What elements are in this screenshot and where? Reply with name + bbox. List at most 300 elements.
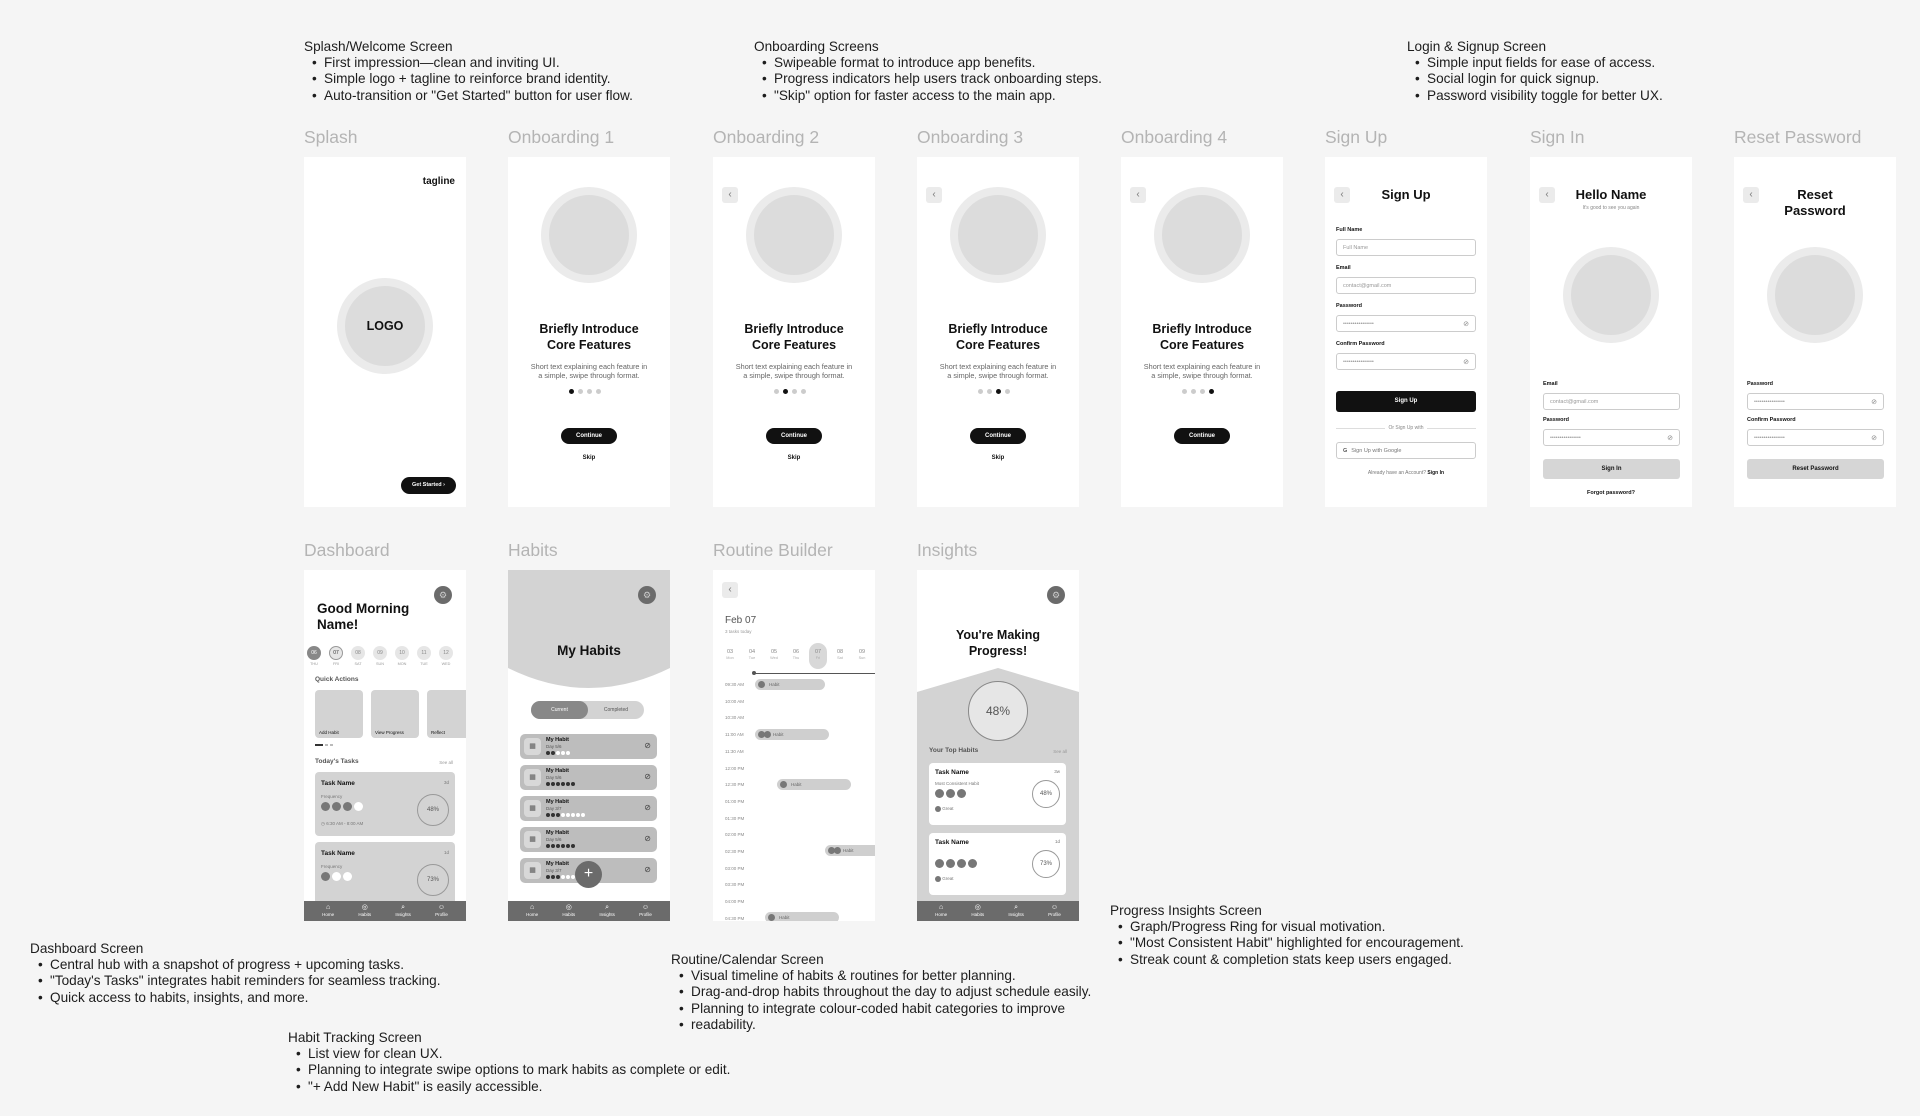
day-name: Fri	[815, 656, 821, 660]
day-chip[interactable]	[787, 643, 805, 669]
progress-dot	[987, 389, 992, 394]
habit-progress	[546, 844, 575, 848]
illustration-placeholder	[541, 187, 637, 283]
habit-progress-dot	[551, 844, 555, 848]
day-number: 03	[726, 649, 734, 655]
password-field[interactable]	[1747, 393, 1884, 410]
current-time-line	[753, 673, 875, 674]
day-chip[interactable]	[809, 643, 827, 669]
onboarding-description: Short text explaining each feature in a simple, swipe through format.	[735, 362, 853, 380]
calendar-icon: ▦	[524, 831, 541, 848]
confirm-password-label: Confirm Password	[1336, 341, 1385, 347]
note-dashboard	[30, 941, 441, 1006]
eye-off-icon[interactable]: ⊘	[1463, 321, 1469, 328]
habit-icon	[764, 731, 771, 738]
progress-dot	[1200, 389, 1205, 394]
back-arrow-icon[interactable]: ‹	[1539, 187, 1555, 203]
onboarding-1-screen	[508, 157, 670, 507]
top-habit-card[interactable]	[929, 763, 1066, 825]
note-item: • Progress indicators help users track onboarding steps.	[754, 71, 1102, 87]
skip-link[interactable]: Skip	[787, 455, 801, 461]
quick-action-label: View Progress	[375, 730, 404, 735]
habit-icon	[758, 681, 765, 688]
tab-insights[interactable]: ⌕ Insights	[395, 904, 411, 917]
eye-off-icon[interactable]: ⊘	[1871, 399, 1877, 406]
day-number: 06	[792, 649, 800, 655]
progress-dot	[596, 389, 601, 394]
password-value: ••••••••••••••••	[1343, 359, 1374, 365]
skip-link[interactable]: Skip	[991, 455, 1005, 461]
password-label: Password	[1747, 381, 1773, 387]
frame-label-sign-in: Sign In	[1530, 127, 1585, 147]
bottom-tab-bar	[508, 901, 670, 921]
onboarding-title: Briefly Introduce Core Features	[744, 322, 844, 352]
confirm-password-field[interactable]	[1336, 353, 1476, 370]
date-day: MON	[397, 662, 407, 666]
week-strip	[721, 643, 875, 669]
frame-label-onboarding-2: Onboarding 2	[713, 127, 820, 147]
overall-progress-ring: 48%	[968, 681, 1028, 741]
task-card[interactable]	[315, 842, 455, 906]
note-item: • "Most Consistent Habit" highlighted for encouragement.	[1110, 935, 1464, 951]
time-label: 09:30 AM	[725, 682, 745, 687]
habit-icon	[768, 914, 775, 921]
sign-in-button[interactable]: Sign In	[1543, 459, 1680, 479]
habit-progress-dot	[566, 751, 570, 755]
settings-icon[interactable]: ⚙	[434, 586, 452, 604]
note-item: • Planning to integrate colour-coded habit categories to improve	[671, 1001, 1091, 1017]
habit-progress-dot	[561, 782, 565, 786]
check-circle-icon[interactable]: ⊘	[644, 803, 651, 812]
habit-name: Task Name	[935, 769, 969, 776]
habit-progress	[546, 813, 585, 817]
carousel-indicator	[315, 744, 335, 746]
progress-ring: 48%	[417, 794, 449, 826]
habit-day: Day 3/7	[546, 806, 562, 811]
reflect-button[interactable]	[427, 690, 466, 738]
eye-off-icon[interactable]: ⊘	[1463, 359, 1469, 366]
habit-progress-dot	[561, 751, 565, 755]
top-habits-heading: Your Top Habits	[929, 747, 979, 754]
illustration-placeholder	[746, 187, 842, 283]
frame-label-splash: Splash	[304, 127, 358, 147]
task-frequency: Frequency	[321, 864, 343, 869]
onboarding-2-screen	[713, 157, 875, 507]
time-label: 01:00 PM	[725, 798, 745, 804]
view-progress-button[interactable]	[371, 690, 419, 738]
bottom-tab-bar	[304, 901, 466, 921]
habit-day: Day 5/6	[546, 837, 562, 842]
status-badge: Great	[935, 806, 954, 812]
back-arrow-icon[interactable]: ‹	[722, 582, 738, 598]
subtitle: It's good to see you again	[1582, 205, 1640, 211]
back-arrow-icon[interactable]: ‹	[1334, 187, 1350, 203]
date-chip[interactable]	[437, 646, 455, 666]
habit-progress-dot	[551, 875, 555, 879]
frequency-dots	[321, 872, 352, 881]
note-item: • Social login for quick signup.	[1407, 71, 1663, 87]
frame-label-routine-builder: Routine Builder	[713, 540, 833, 560]
task-time: ◷ 6:30 AM - 8:00 AM	[321, 821, 364, 826]
habit-icon	[780, 781, 787, 788]
continue-button[interactable]: Continue	[766, 428, 822, 444]
date-chip[interactable]	[393, 646, 411, 666]
profile-icon: ☺	[1050, 904, 1059, 911]
progress-dot	[996, 389, 1001, 394]
date-day: FRI	[332, 662, 340, 666]
habit-row[interactable]	[520, 734, 657, 759]
get-started-button[interactable]	[401, 477, 456, 494]
current-time-dot	[752, 671, 756, 675]
note-item: • Visual timeline of habits & routines for better planning.	[671, 968, 1091, 984]
note-title: Habit Tracking Screen	[288, 1030, 422, 1045]
frame-label-onboarding-1: Onboarding 1	[508, 127, 615, 147]
note-routine	[671, 952, 1091, 1033]
progress-dots	[569, 389, 601, 394]
calendar-icon: ▦	[524, 800, 541, 817]
add-habit-button[interactable]: +	[575, 861, 602, 888]
reset-password-button[interactable]: Reset Password	[1747, 459, 1884, 479]
habit-block[interactable]: Habit	[765, 912, 839, 921]
onboarding-title: Briefly Introduce Core Features	[539, 322, 639, 352]
skip-link[interactable]: Skip	[582, 455, 596, 461]
day-name: Sun	[858, 656, 866, 660]
progress-dot	[783, 389, 788, 394]
time-label: 11:30 AM	[725, 748, 744, 754]
habit-progress-dot	[566, 782, 570, 786]
note-title: Splash/Welcome Screen	[304, 39, 453, 54]
progress-dot	[774, 389, 779, 394]
time-label: 02:00 PM	[725, 832, 745, 838]
note-item: • Simple logo + tagline to reinforce brand identity.	[304, 71, 633, 87]
add-habit-button[interactable]	[315, 690, 363, 738]
calendar-icon: ▦	[524, 738, 541, 755]
full-name-label: Full Name	[1336, 227, 1363, 233]
date-day: WED	[441, 662, 451, 666]
habit-progress-dot	[571, 813, 575, 817]
google-label: Sign Up with Google	[1351, 448, 1402, 454]
habit-block[interactable]: Habit	[755, 729, 829, 740]
segment-completed[interactable]: Completed	[603, 707, 629, 713]
progress-dot	[978, 389, 983, 394]
habit-day: Day 5/6	[546, 744, 562, 749]
time-label: 02:30 PM	[725, 849, 745, 854]
tab-home[interactable]: ⌂ Home	[526, 904, 539, 917]
password-value: ••••••••••••••••	[1343, 321, 1374, 327]
date-chip[interactable]	[371, 646, 389, 666]
onboarding-description: Short text explaining each feature in a simple, swipe through format.	[1143, 362, 1261, 380]
illustration-placeholder	[950, 187, 1046, 283]
day-chip[interactable]	[721, 643, 739, 669]
habit-progress-dot	[581, 813, 585, 817]
settings-icon[interactable]: ⚙	[638, 586, 656, 604]
habits-icon: ◎	[974, 904, 981, 911]
time-label: 04:00 PM	[725, 899, 745, 905]
time-label: 12:00 PM	[725, 765, 745, 771]
day-chip[interactable]	[831, 643, 849, 669]
progress-ring: 48%	[1032, 780, 1060, 808]
tab-habits[interactable]: ◎ Habits	[358, 904, 372, 917]
note-item: • "Today's Tasks" integrates habit reminders for seamless tracking.	[30, 973, 441, 989]
habit-progress-dot	[546, 782, 550, 786]
password-value: ••••••••••••••••	[1754, 399, 1785, 405]
date-chip[interactable]	[305, 646, 323, 666]
progress-ring: 73%	[417, 864, 449, 896]
google-sign-up-button[interactable]	[1336, 442, 1476, 459]
note-title: Routine/Calendar Screen	[671, 952, 824, 967]
date-chip[interactable]	[327, 646, 345, 666]
tab-insights[interactable]: ⌕ Insights	[1008, 904, 1024, 917]
tab-habits[interactable]: ◎ Habits	[971, 904, 985, 917]
quick-actions-heading: Quick Actions	[315, 676, 359, 683]
habits-icon: ◎	[565, 904, 572, 911]
task-name: Task Name	[321, 780, 355, 787]
settings-icon[interactable]: ⚙	[1047, 586, 1065, 604]
tab-home[interactable]: ⌂ Home	[322, 904, 335, 917]
habit-progress-dot	[561, 813, 565, 817]
logo-placeholder	[337, 278, 433, 374]
home-icon: ⌂	[326, 904, 331, 911]
habit-progress-dot	[546, 844, 550, 848]
see-all-link[interactable]: See all	[439, 760, 453, 765]
illustration-placeholder	[1154, 187, 1250, 283]
page-title: Hello Name	[1575, 187, 1647, 202]
eye-off-icon[interactable]: ⊘	[1871, 435, 1877, 442]
continue-button[interactable]: Continue	[970, 428, 1026, 444]
habits-icon: ◎	[361, 904, 368, 911]
day-chip[interactable]	[765, 643, 783, 669]
chevron-right-icon: ›	[443, 482, 446, 488]
password-field[interactable]	[1543, 429, 1680, 446]
habit-progress-dot	[546, 751, 550, 755]
habit-row[interactable]	[520, 796, 657, 821]
tab-profile[interactable]: ☺ Profile	[1048, 904, 1061, 917]
date-number: 09	[373, 646, 387, 660]
sign-up-button[interactable]: Sign Up	[1336, 391, 1476, 412]
home-icon: ⌂	[939, 904, 944, 911]
progress-dot	[801, 389, 806, 394]
habit-progress-dot	[576, 813, 580, 817]
note-item: • Central hub with a snapshot of progress + upcoming tasks.	[30, 957, 441, 973]
check-circle-icon[interactable]: ⊘	[644, 865, 651, 874]
task-streak: 1d	[443, 850, 449, 855]
habit-row[interactable]	[520, 827, 657, 852]
note-login	[1407, 39, 1663, 104]
note-title: Login & Signup Screen	[1407, 39, 1547, 54]
progress-dot	[1005, 389, 1010, 394]
tagline: tagline	[422, 176, 455, 187]
tab-insights[interactable]: ⌕ Insights	[599, 904, 615, 917]
date-number: 10	[395, 646, 409, 660]
habit-block[interactable]: Habit	[755, 679, 825, 690]
habit-row[interactable]	[520, 765, 657, 790]
profile-icon: ☺	[641, 904, 650, 911]
dashboard-screen	[304, 570, 466, 921]
date-number: 08	[351, 646, 365, 660]
day-number: 07	[814, 649, 822, 655]
habit-progress-dot	[566, 875, 570, 879]
google-icon: G	[1343, 448, 1348, 454]
progress-dot	[1209, 389, 1214, 394]
frame-label-insights: Insights	[917, 540, 978, 560]
time-label: 03:30 PM	[725, 882, 745, 888]
sign-up-screen	[1325, 157, 1487, 507]
note-item: • Planning to integrate swipe options to mark habits as complete or edit.	[288, 1062, 730, 1078]
date-chip[interactable]	[349, 646, 367, 666]
habit-progress	[546, 782, 575, 786]
frame-label-dashboard: Dashboard	[304, 540, 390, 560]
bottom-tab-bar	[917, 901, 1079, 921]
forgot-password-link[interactable]: Forgot password?	[1587, 490, 1635, 496]
date-number: 07	[329, 646, 343, 660]
note-item: • Drag-and-drop habits throughout the day to adjust schedule easily.	[671, 984, 1091, 1000]
check-circle-icon[interactable]: ⊘	[644, 772, 651, 781]
note-onboarding	[754, 39, 1102, 104]
profile-icon: ☺	[437, 904, 446, 911]
date-number: 06	[307, 646, 321, 660]
day-chip[interactable]	[743, 643, 761, 669]
day-name: Tue	[748, 656, 756, 660]
frequency-dots	[321, 802, 363, 811]
day-name: Wed	[770, 656, 778, 660]
task-frequency: Frequency	[321, 794, 343, 799]
time-label: 01:30 PM	[725, 815, 745, 821]
eye-off-icon[interactable]: ⊘	[1667, 435, 1673, 442]
time-label: 10:00 AM	[725, 698, 745, 704]
habit-name: My Habit	[546, 737, 569, 743]
note-title: Dashboard Screen	[30, 941, 144, 956]
tab-profile[interactable]: ☺ Profile	[435, 904, 448, 917]
get-started-label: Get Started	[411, 482, 442, 488]
note-item: • "Skip" option for faster access to the main app.	[754, 88, 1102, 104]
habit-progress-dot	[571, 844, 575, 848]
habit-day: Day 3/7	[546, 868, 562, 873]
time-label: 10:30 AM	[725, 715, 745, 721]
frame-label-habits: Habits	[508, 540, 558, 560]
search-icon: ⌕	[1014, 904, 1019, 911]
day-name: Mon	[726, 656, 734, 660]
note-item: • Password visibility toggle for better UX.	[1407, 88, 1663, 104]
date-number: 11	[417, 646, 431, 660]
habit-progress-dot	[561, 844, 565, 848]
tab-home[interactable]: ⌂ Home	[935, 904, 948, 917]
habit-progress-dot	[556, 782, 560, 786]
routine-builder-screen	[713, 570, 875, 921]
habit-name: My Habit	[546, 799, 569, 805]
note-item: • Auto-transition or "Get Started" button for user flow.	[304, 88, 633, 104]
time-label: 04:30 PM	[725, 915, 745, 921]
note-item: • Quick access to habits, insights, and more.	[30, 990, 441, 1006]
password-label: Password	[1543, 417, 1569, 423]
habit-streak: 1d	[1054, 839, 1060, 844]
search-icon: ⌕	[401, 904, 406, 911]
habit-progress-dot	[546, 875, 550, 879]
back-arrow-icon[interactable]: ‹	[1130, 187, 1146, 203]
onboarding-3-screen	[917, 157, 1079, 507]
date-day: THU	[310, 662, 318, 666]
email-field[interactable]: contact@gmail.com	[1336, 277, 1476, 294]
progress-ring: 73%	[1032, 850, 1060, 878]
time-label: 12:30 PM	[725, 782, 745, 788]
note-splash	[304, 39, 633, 104]
frame-label-reset-password: Reset Password	[1734, 127, 1862, 147]
day-number: 09	[858, 649, 866, 655]
habit-icon	[834, 847, 841, 854]
habit-progress-dot	[556, 844, 560, 848]
date-day: TUE	[420, 662, 428, 666]
email-field[interactable]: contact@gmail.com	[1543, 393, 1680, 410]
clock-icon: ◷	[321, 821, 325, 826]
see-all-link[interactable]: See all	[1053, 749, 1067, 754]
back-arrow-icon[interactable]: ‹	[1743, 187, 1759, 203]
email-label: Email	[1336, 265, 1351, 271]
check-circle-icon[interactable]: ⊘	[644, 741, 651, 750]
email-label: Email	[1543, 381, 1558, 387]
note-title: Onboarding Screens	[754, 39, 879, 54]
progress-dots	[978, 389, 1010, 394]
day-number: 05	[770, 649, 778, 655]
sign-in-link[interactable]: Sign In	[1427, 470, 1445, 476]
footer-text: Already have an Account?	[1367, 470, 1427, 476]
confirm-password-field[interactable]	[1747, 429, 1884, 446]
page-title: Sign Up	[1381, 187, 1431, 202]
segment-current[interactable]: Current	[531, 701, 588, 719]
full-name-field[interactable]: Full Name	[1336, 239, 1476, 256]
status-badge: Great	[935, 876, 954, 882]
password-value: ••••••••••••••••	[1550, 435, 1581, 441]
sign-in-screen	[1530, 157, 1692, 507]
password-field[interactable]	[1336, 315, 1476, 332]
divider-text: Or Sign Up with	[1325, 425, 1487, 431]
password-label: Password	[1336, 303, 1362, 309]
password-value: ••••••••••••••••	[1754, 435, 1785, 441]
search-icon: ⌕	[605, 904, 610, 911]
day-chip[interactable]	[853, 643, 871, 669]
insights-screen	[917, 570, 1079, 921]
back-arrow-icon[interactable]: ‹	[722, 187, 738, 203]
date-day: SUN	[375, 662, 385, 666]
habit-name: Task Name	[935, 839, 969, 846]
tab-profile[interactable]: ☺ Profile	[639, 904, 652, 917]
check-circle-icon[interactable]: ⊘	[644, 834, 651, 843]
top-habit-card[interactable]	[929, 833, 1066, 895]
tab-habits[interactable]: ◎ Habits	[562, 904, 576, 917]
habit-progress-dot	[556, 751, 560, 755]
task-card[interactable]	[315, 772, 455, 836]
day-number: 04	[748, 649, 756, 655]
habit-block[interactable]: Habit	[777, 779, 851, 790]
progress-dot	[1191, 389, 1196, 394]
back-arrow-icon[interactable]: ‹	[926, 187, 942, 203]
continue-button[interactable]: Continue	[561, 428, 617, 444]
frame-label-onboarding-3: Onboarding 3	[917, 127, 1024, 147]
progress-dot	[1182, 389, 1187, 394]
note-item: • Graph/Progress Ring for visual motivation.	[1110, 919, 1464, 935]
time-label: 11:00 AM	[725, 732, 744, 738]
habit-progress-dot	[546, 813, 550, 817]
page-title: Reset Password	[1784, 187, 1846, 218]
onboarding-description: Short text explaining each feature in a simple, swipe through format.	[939, 362, 1057, 380]
progress-dots	[774, 389, 806, 394]
habit-progress	[546, 751, 570, 755]
note-item: • readability.	[671, 1017, 1091, 1033]
frame-label-sign-up: Sign Up	[1325, 127, 1388, 147]
page-title: You're Making Progress!	[955, 628, 1040, 658]
continue-button[interactable]: Continue	[1174, 428, 1230, 444]
habit-block[interactable]: Habit	[825, 845, 875, 856]
date-chip[interactable]	[415, 646, 433, 666]
habit-progress-dot	[566, 813, 570, 817]
